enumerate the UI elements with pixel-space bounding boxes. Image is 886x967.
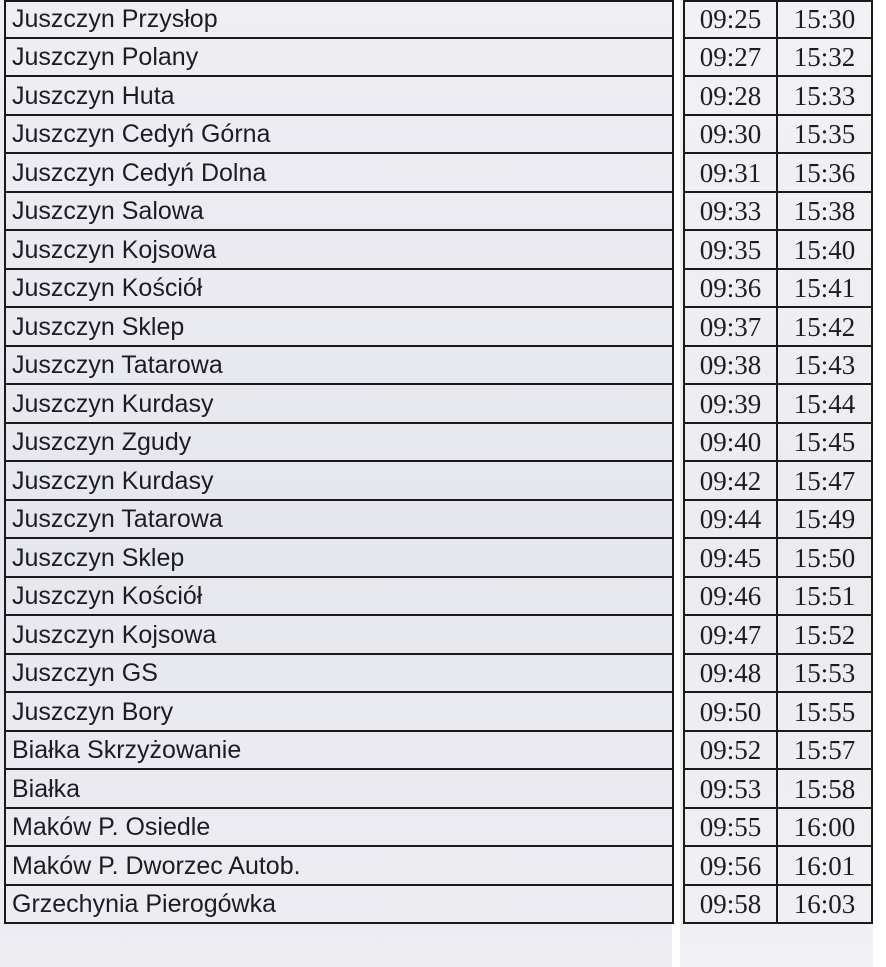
time-row — [685, 578, 871, 617]
stop-name: Juszczyn Bory — [12, 697, 174, 726]
stop-row — [6, 193, 672, 232]
departure-time-morning: 09:30 — [685, 116, 778, 153]
departure-time-morning: 09:58 — [685, 886, 778, 923]
departure-time-morning: 09:47 — [685, 616, 778, 653]
stop-row — [6, 0, 672, 39]
time-row — [685, 154, 871, 193]
stop-row — [6, 424, 672, 463]
stop-name: Juszczyn Kościół — [12, 274, 203, 302]
time-row — [685, 462, 871, 501]
stop-row — [6, 270, 672, 309]
time-row — [685, 193, 871, 232]
departure-time-morning: 09:38 — [685, 347, 778, 384]
departure-time-afternoon: 16:03 — [793, 889, 856, 919]
departure-time-afternoon: 15:51 — [793, 581, 856, 611]
departure-time-morning: 09:36 — [685, 270, 778, 307]
departure-time-afternoon: 15:58 — [793, 773, 856, 804]
stop-name: Juszczyn GS — [12, 659, 158, 687]
stop-row — [6, 886, 672, 925]
time-row — [685, 809, 871, 848]
departure-time-morning: 09:50 — [685, 693, 778, 730]
departure-time-afternoon: 15:40 — [793, 234, 856, 265]
departure-time-morning: 09:39 — [685, 385, 778, 422]
stop-row — [6, 655, 672, 694]
stop-row — [6, 539, 672, 578]
stop-name: Juszczyn Polany — [12, 43, 199, 71]
time-row — [685, 347, 871, 386]
time-row — [685, 270, 871, 309]
departure-time-afternoon: 15:33 — [793, 80, 856, 111]
stop-name: Białka — [12, 774, 81, 803]
stop-names-column — [4, 0, 674, 924]
time-row — [685, 616, 871, 655]
stop-row — [6, 462, 672, 501]
departure-time-afternoon: 15:35 — [793, 119, 856, 149]
time-row — [685, 424, 871, 463]
departure-time-afternoon: 15:30 — [793, 3, 856, 34]
departure-time-morning: 09:55 — [685, 809, 778, 846]
time-row — [685, 886, 871, 925]
stop-name: Juszczyn Kurdasy — [12, 466, 214, 495]
departure-time-afternoon: 15:41 — [793, 273, 856, 303]
stop-name: Juszczyn Sklep — [12, 312, 185, 341]
stop-name: Juszczyn Zgudy — [12, 428, 192, 456]
stop-name: Juszczyn Salowa — [12, 197, 204, 225]
departure-time-morning: 09:28 — [685, 77, 778, 114]
stop-row — [6, 847, 672, 886]
stop-name: Juszczyn Cedyń Górna — [12, 120, 271, 148]
time-row — [685, 732, 871, 771]
stop-name: Juszczyn Kojsowa — [12, 235, 217, 264]
stop-row — [6, 347, 672, 386]
departure-time-afternoon: 15:38 — [793, 196, 856, 226]
departure-time-afternoon: 15:45 — [793, 427, 856, 457]
stop-name: Maków P. Osiedle — [12, 813, 211, 841]
departure-time-afternoon: 15:53 — [793, 658, 856, 688]
departure-time-morning: 09:25 — [685, 2, 778, 37]
stop-row — [6, 385, 672, 424]
stop-row — [6, 732, 672, 771]
departure-time-morning: 09:42 — [685, 462, 778, 499]
departure-time-afternoon: 16:01 — [793, 850, 856, 881]
departure-time-afternoon: 15:43 — [793, 350, 856, 380]
stop-row — [6, 501, 672, 540]
stop-row — [6, 693, 672, 732]
stop-row — [6, 616, 672, 655]
departure-time-afternoon: 15:52 — [793, 619, 856, 650]
time-row — [685, 231, 871, 270]
time-row — [685, 501, 871, 540]
departure-time-afternoon: 15:44 — [793, 388, 856, 419]
time-row — [685, 770, 871, 809]
stop-row — [6, 578, 672, 617]
stop-name: Juszczyn Kościół — [12, 582, 203, 610]
stop-name: Juszczyn Kojsowa — [12, 620, 217, 649]
stop-name: Juszczyn Huta — [12, 81, 175, 110]
departure-time-morning: 09:44 — [685, 501, 778, 538]
stop-row — [6, 116, 672, 155]
stop-row — [6, 77, 672, 116]
stop-name: Grzechynia Pierogówka — [12, 890, 277, 918]
departure-time-afternoon: 15:57 — [793, 735, 856, 765]
stop-name: Juszczyn Przysłop — [12, 4, 218, 33]
departure-time-afternoon: 16:00 — [793, 812, 856, 842]
departure-time-afternoon: 15:36 — [793, 157, 856, 188]
departure-time-afternoon: 15:50 — [793, 542, 856, 573]
departure-time-morning: 09:53 — [685, 770, 778, 807]
stop-row — [6, 809, 672, 848]
departure-time-afternoon: 15:32 — [793, 42, 856, 72]
departure-time-morning: 09:35 — [685, 231, 778, 268]
departure-time-afternoon: 15:42 — [793, 311, 856, 342]
departure-time-morning: 09:31 — [685, 154, 778, 191]
time-row — [685, 385, 871, 424]
stop-name: Juszczyn Tatarowa — [12, 505, 223, 533]
time-row — [685, 655, 871, 694]
stop-row — [6, 154, 672, 193]
time-row — [685, 847, 871, 886]
stop-name: Białka Skrzyżowanie — [12, 736, 242, 764]
time-row — [685, 308, 871, 347]
stop-row — [6, 770, 672, 809]
departure-time-afternoon: 15:47 — [793, 465, 856, 496]
stop-name: Juszczyn Sklep — [12, 543, 185, 572]
departure-time-afternoon: 15:49 — [793, 504, 856, 534]
stop-name: Juszczyn Tatarowa — [12, 351, 223, 379]
departure-time-morning: 09:46 — [685, 578, 778, 615]
departure-time-morning: 09:40 — [685, 424, 778, 461]
departure-time-afternoon: 15:55 — [793, 696, 856, 727]
stop-row — [6, 231, 672, 270]
stop-row — [6, 39, 672, 78]
time-row — [685, 39, 871, 78]
departure-time-morning: 09:48 — [685, 655, 778, 692]
departure-time-morning: 09:37 — [685, 308, 778, 345]
stop-row — [6, 308, 672, 347]
departure-times-column — [683, 0, 873, 924]
departure-time-morning: 09:45 — [685, 539, 778, 576]
stop-name: Juszczyn Kurdasy — [12, 389, 214, 418]
departure-time-morning: 09:56 — [685, 847, 778, 884]
time-row — [685, 693, 871, 732]
time-row — [685, 77, 871, 116]
time-row — [685, 116, 871, 155]
departure-time-morning: 09:52 — [685, 732, 778, 769]
stop-name: Juszczyn Cedyń Dolna — [12, 158, 267, 187]
stop-name: Maków P. Dworzec Autob. — [12, 851, 301, 880]
departure-time-morning: 09:33 — [685, 193, 778, 230]
time-row — [685, 0, 871, 39]
departure-time-morning: 09:27 — [685, 39, 778, 76]
time-row — [685, 539, 871, 578]
